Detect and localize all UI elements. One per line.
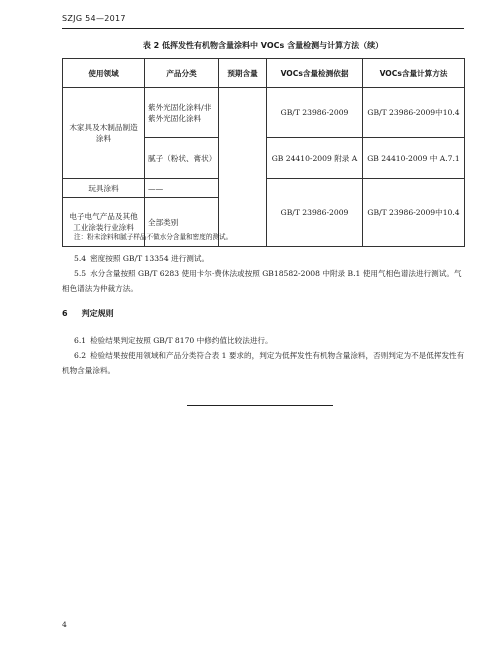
end-rule bbox=[187, 405, 333, 406]
cell-calc: GB/T 23986-2009中10.4 bbox=[363, 88, 465, 138]
cell-domain: 玩具涂料 bbox=[63, 179, 145, 198]
cell-category: 全部类别 bbox=[145, 198, 219, 247]
col-header: VOCs含量计算方法 bbox=[363, 59, 465, 88]
section-6-heading bbox=[62, 308, 114, 319]
clause-text: 水分含量按照 GB/T 6283 使用卡尔·费休法或按照 GB18582-2008 中附录 B.1 使用气相色谱法进行测试。气相色谱法为仲裁方法。 bbox=[62, 269, 462, 293]
clause-6-1 bbox=[62, 333, 466, 348]
page-number: 4 bbox=[62, 620, 67, 629]
table-row bbox=[63, 88, 465, 138]
cell-basis: GB/T 23986-2009 bbox=[267, 179, 363, 247]
cell-domain: 木家具及木制品制造涂料 bbox=[63, 88, 145, 179]
col-header: 使用领域 bbox=[63, 59, 145, 88]
header-rule bbox=[62, 28, 464, 29]
cell-basis: GB 24410-2009 附录 A bbox=[267, 138, 363, 179]
cell-category: 紫外光固化涂料/非紫外光固化涂料 bbox=[145, 88, 219, 138]
cell-calc: GB 24410-2009 中 A.7.1 bbox=[363, 138, 465, 179]
cell-calc: GB/T 23986-2009中10.4 bbox=[363, 179, 465, 247]
cell-expected-content bbox=[219, 88, 267, 247]
table-caption: 表 2 低挥发性有机物含量涂料中 VOCs 含量检测与计算方法（续） bbox=[142, 41, 384, 50]
col-header: 预期含量 bbox=[219, 59, 267, 88]
clause-number: 6.1 bbox=[74, 336, 87, 345]
cell-domain: 电子电气产品及其他工业涂装行业涂料 bbox=[63, 198, 145, 247]
clause-5-5 bbox=[62, 266, 466, 296]
col-header: 产品分类 bbox=[145, 59, 219, 88]
cell-category: —— bbox=[145, 179, 219, 198]
clause-text: 密度按照 GB/T 13354 进行测试。 bbox=[90, 254, 210, 263]
clause-6-2 bbox=[62, 348, 466, 378]
clause-number: 6.2 bbox=[74, 351, 87, 360]
clause-text: 检验结果判定按照 GB/T 8170 中修约值比较法进行。 bbox=[90, 336, 273, 345]
cell-category: 腻子（粉状、膏状） bbox=[145, 138, 219, 179]
table-note: 注：粉末涂料和腻子样品不做水分含量和密度的测试。 bbox=[74, 233, 233, 241]
section-number: 6 bbox=[62, 309, 68, 318]
clause-number: 5.4 bbox=[74, 254, 87, 263]
clause-text: 检验结果按使用领域和产品分类符合表 1 要求的，判定为低挥发性有机物含量涂料，否则判定为不是低挥发性有机物含量涂料。 bbox=[62, 351, 465, 375]
cell-basis: GB/T 23986-2009 bbox=[267, 88, 363, 138]
col-header: VOCs含量检测依据 bbox=[267, 59, 363, 88]
clause-5-4 bbox=[62, 251, 466, 266]
voc-method-table bbox=[62, 58, 465, 247]
section-title: 判定规则 bbox=[81, 309, 114, 318]
document-code: SZJG 54—2017 bbox=[62, 14, 126, 23]
clause-number: 5.5 bbox=[74, 269, 87, 278]
table-header-row bbox=[63, 59, 465, 88]
